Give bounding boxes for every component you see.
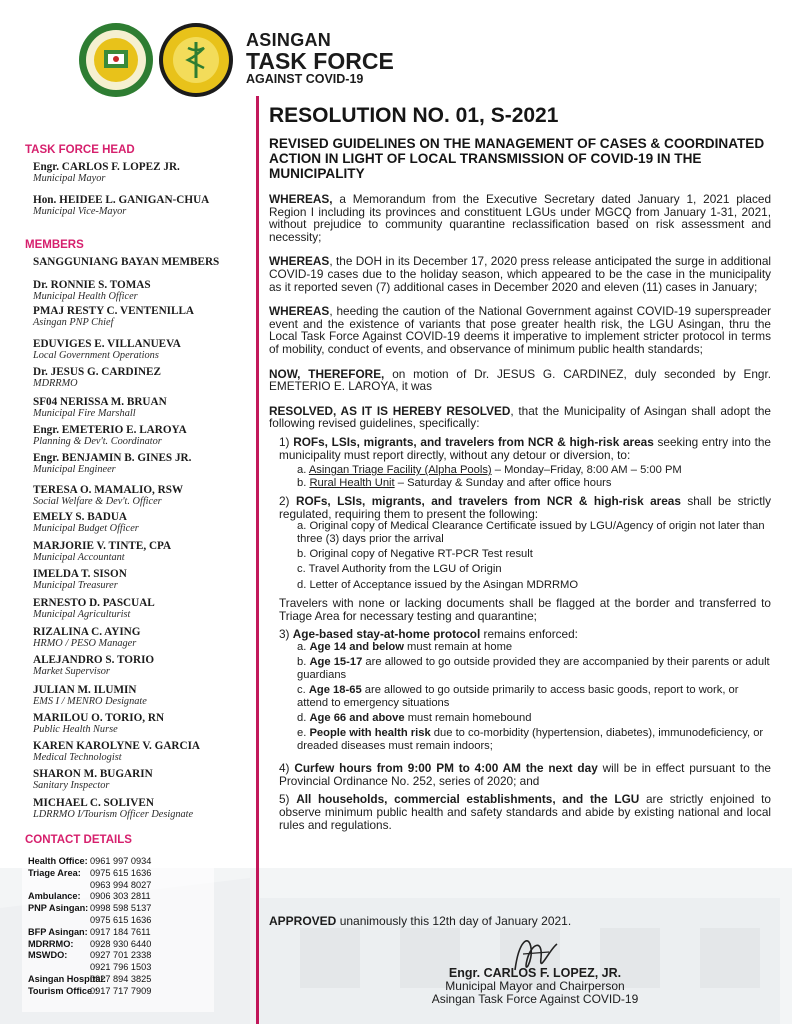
guideline-2-note: Travelers with none or lacking documents shall be flagged at the border and transferred to Triage Area for necessary testing and quarantine; xyxy=(279,596,771,623)
head-role: Municipal Vice-Mayor xyxy=(33,206,127,217)
approved-lead: APPROVED xyxy=(269,914,337,928)
sub-prefix: c. xyxy=(297,684,306,697)
approved-text: unanimously this 12th day of January 2021. xyxy=(336,914,572,928)
member-entry xyxy=(33,279,151,302)
member-role: Public Health Nurse xyxy=(33,724,118,735)
signatory-name: Engr. CARLOS F. LOPEZ, JR. xyxy=(448,966,622,980)
member-name: RIZALINA C. AYING xyxy=(33,626,141,638)
member-entry xyxy=(33,684,147,707)
member-entry xyxy=(33,740,200,763)
phone-number[interactable]: 0917 717 7909 xyxy=(90,985,152,996)
member-role: Local Government Operations xyxy=(33,350,159,361)
contact-label: Health Office: xyxy=(28,856,88,866)
head-entry xyxy=(33,161,180,184)
guideline-item-2 xyxy=(269,495,771,520)
now-therefore-paragraph xyxy=(269,368,771,393)
member-name: PMAJ RESTY C. VENTENILLA xyxy=(33,305,194,317)
sub-text: due to co-morbidity (hypertension, diabetes), immunodeficiency, or dreaded diseases must remain indoors; xyxy=(297,727,764,752)
member-name: Engr. BENJAMIN B. GINES JR. xyxy=(33,452,192,464)
whereas-paragraph-2 xyxy=(269,255,771,293)
contact-row xyxy=(28,950,238,974)
contact-numbers xyxy=(88,927,151,939)
member-role: MDRRMO xyxy=(33,378,78,389)
member-role: Planning & Dev't. Coordinator xyxy=(33,436,162,447)
guideline-1-sub-b xyxy=(269,477,771,489)
contact-details-heading: CONTACT DETAILS xyxy=(25,834,132,846)
whereas-text: , the DOH in its December 17, 2020 press release anticipated the surge in additional COVID-19 cases due to the holiday season, which appeared to be the case in the municipality as it reported seven (7) additional cases in December 2020 and eleven (11) cases in January; xyxy=(269,254,771,294)
sub-prefix: e. xyxy=(297,727,307,740)
item-number: 1) xyxy=(279,434,290,449)
guideline-2-sub: d. Letter of Acceptance issued by the Asingan MDRRMO xyxy=(297,578,579,591)
whereas-text: , heeding the caution of the National Government against COVID-19 superspreader event and the existence of variants that pose greater health risk, the LGU Asingan, thru the Local Task Force Against COVID-19 deems it imperative to implement stricter protocol in terms of mobility, conduct of events, and observance of minimum public health standards; xyxy=(269,304,771,356)
member-entry xyxy=(33,484,183,507)
item-bold: ROFs, LSIs, migrants, and travelers from NCR & high-risk areas xyxy=(295,493,681,508)
contact-label: MSWDO: xyxy=(28,950,68,961)
contact-numbers xyxy=(88,974,151,986)
contact-label: Triage Area: xyxy=(28,867,81,878)
vertical-divider xyxy=(256,96,259,1024)
item-bold: Curfew hours from 9:00 PM to 4:00 AM the next day xyxy=(294,761,598,776)
member-entry xyxy=(33,511,139,534)
task-force-title-line3: AGAINST COVID-19 xyxy=(246,72,364,86)
whereas-lead: WHEREAS xyxy=(269,304,330,319)
item-text: remains enforced: xyxy=(480,627,578,642)
contact-row xyxy=(28,986,238,998)
member-role: Municipal Agriculturist xyxy=(33,609,131,620)
phone-number[interactable]: 0998 598 5137 xyxy=(90,903,152,914)
approval-line xyxy=(269,914,571,928)
member-name: EDUVIGES E. VILLANUEVA xyxy=(33,338,181,350)
rural-health-unit-link: Rural Health Unit xyxy=(309,476,395,489)
now-therefore-text: on motion of Dr. JESUS G. CARDINEZ, duly seconded by Engr. EMETERIO E. LAROYA, it was xyxy=(269,366,772,394)
sub-prefix: a. xyxy=(297,640,307,653)
member-name: IMELDA T. SISON xyxy=(33,568,127,580)
phone-number[interactable]: 0921 796 1503 xyxy=(90,962,152,973)
phone-number[interactable]: 0906 303 2811 xyxy=(90,891,151,902)
sub-prefix: b. xyxy=(297,476,307,489)
member-role: Asingan PNP Chief xyxy=(33,317,114,328)
member-name: Dr. RONNIE S. TOMAS xyxy=(33,279,151,291)
sub-prefix: d. xyxy=(297,711,307,724)
item-bold: ROFs, LSIs, migrants, and travelers from NCR & high-risk areas xyxy=(293,434,654,449)
sub-text: are allowed to go outside primarily to access basic goods, report to work, or attend to emergency situations xyxy=(297,684,739,709)
signatory-organization: Asingan Task Force Against COVID-19 xyxy=(431,992,639,1006)
guideline-item-4 xyxy=(269,762,771,787)
guideline-item-1 xyxy=(269,436,771,461)
member-name: SHARON M. BUGARIN xyxy=(33,768,153,780)
member-name: ALEJANDRO S. TORIO xyxy=(33,654,155,666)
resolution-subject: REVISED GUIDELINES ON THE MANAGEMENT OF CASES & COORDINATED ACTION IN LIGHT OF LOCAL TRANSMISSION OF COVID-19 IN THE MUNICIPALITY xyxy=(269,136,765,181)
member-entry xyxy=(33,712,164,735)
task-force-head-heading: TASK FORCE HEAD xyxy=(25,144,135,156)
members-heading: MEMBERS xyxy=(25,239,84,251)
member-entry xyxy=(33,597,155,620)
contact-row xyxy=(28,868,238,892)
phone-number[interactable]: 0963 994 8027 xyxy=(90,879,152,890)
sub-bold: Age 18-65 xyxy=(308,684,362,697)
member-entry xyxy=(33,452,191,475)
member-role: Municipal Engineer xyxy=(33,464,116,475)
signatory-role: Municipal Mayor and Chairperson xyxy=(445,979,625,993)
item-text: will be in effect pursuant to the Provincial Ordinance No. 252, series of 2020; and xyxy=(279,761,771,788)
item-text: seeking entry into the municipality must report directly, without any detour or diversion, to: xyxy=(279,434,771,462)
signatory-block xyxy=(385,966,685,1006)
sub-text: must remain homebound xyxy=(404,711,532,724)
member-name: TERESA O. MAMALIO, RSW xyxy=(33,484,184,496)
task-force-title-line1: ASINGAN xyxy=(246,30,332,50)
contact-row xyxy=(28,903,238,927)
triage-facility-link: Asingan Triage Facility (Alpha Pools) xyxy=(308,464,492,477)
member-name: EMELY S. BADUA xyxy=(33,511,127,523)
member-role: Municipal Fire Marshall xyxy=(33,408,136,419)
item-text: shall be strictly regulated, requiring them to present the following: xyxy=(279,493,772,521)
contact-label: MDRRMO: xyxy=(28,938,74,949)
contact-row xyxy=(28,974,238,986)
contact-label: PNP Asingan: xyxy=(28,903,89,914)
item-number: 2) xyxy=(279,493,290,508)
resolution-body xyxy=(269,103,771,831)
member-entry xyxy=(33,396,167,419)
item-number: 4) xyxy=(279,761,290,776)
guideline-1-sub-a xyxy=(269,464,771,476)
member-entry xyxy=(33,540,171,563)
contact-numbers xyxy=(88,891,151,903)
resolved-paragraph xyxy=(269,405,771,430)
resolution-title: RESOLUTION NO. 01, S-2021 xyxy=(269,104,559,127)
contact-numbers xyxy=(88,856,151,868)
whereas-paragraph-1 xyxy=(269,193,771,243)
guideline-3-sub-d xyxy=(269,712,771,724)
contact-label: Tourism Office : xyxy=(28,985,98,996)
contact-row xyxy=(28,856,238,868)
guideline-item-3 xyxy=(269,628,771,641)
whereas-text: a Memorandum from the Executive Secretary dated January 1, 2021 placed Region I including its provinces and constituent LGUs under MGCQ from January 1-31, 2021, without prejudice to community quarantine reclassification based on risk assessment and necessity; xyxy=(269,192,771,244)
phone-number[interactable]: 0927 894 3825 xyxy=(90,973,152,984)
phone-number[interactable]: 0961 997 0934 xyxy=(90,856,152,866)
contact-label: BFP Asingan: xyxy=(28,926,88,937)
guideline-3-sub-e xyxy=(269,727,771,752)
member-name: SF04 NERISSA M. BRUAN xyxy=(33,396,167,408)
member-entry xyxy=(33,568,127,591)
member-name: MARJORIE V. TINTE, CPA xyxy=(33,540,172,552)
member-role: Sanitary Inspector xyxy=(33,780,110,791)
guideline-2-sub: b. Original copy of Negative RT-PCR Test result xyxy=(297,547,533,560)
member-role: HRMO / PESO Manager xyxy=(33,638,137,649)
sub-text: – Monday–Friday, 8:00 AM – 5:00 PM xyxy=(491,464,682,477)
member-entry xyxy=(33,768,153,791)
member-name: Dr. JESUS G. CARDINEZ xyxy=(33,366,161,378)
member-name: JULIAN M. ILUMIN xyxy=(33,684,137,696)
phone-number[interactable]: 0975 615 1636 xyxy=(90,867,152,878)
member-role: Municipal Health Officer xyxy=(33,291,138,302)
contact-row xyxy=(28,891,238,903)
member-name: Engr. EMETERIO E. LAROYA xyxy=(33,424,187,436)
phone-number[interactable]: 0917 184 7611 xyxy=(90,926,151,937)
sub-text: are allowed to go outside provided they are accompanied by their parents or adult guardians xyxy=(297,656,770,681)
guideline-3-sub-a xyxy=(269,641,771,653)
item-number: 3) xyxy=(279,627,290,642)
guideline-3-sub-b xyxy=(269,656,771,681)
member-entry xyxy=(33,366,161,389)
contact-row xyxy=(28,927,238,939)
member-role: Municipal Treasurer xyxy=(33,580,118,591)
member-entry xyxy=(33,305,194,328)
sidebar xyxy=(0,0,250,1024)
task-force-title-line2: TASK FORCE xyxy=(246,48,394,74)
sub-bold: Age 15-17 xyxy=(309,656,363,669)
member-role: LDRRMO I/Tourism Officer Designate xyxy=(33,809,194,820)
contact-numbers xyxy=(88,939,151,951)
member-role: EMS I / MENRO Designate xyxy=(33,696,147,707)
member-role: Municipal Budget Officer xyxy=(33,523,139,534)
sub-bold: Age 14 and below xyxy=(309,640,404,653)
guideline-2-sub: a. Original copy of Medical Clearance Certificate issued by LGU/Agency of origin not later than three (3) days prior the arrival xyxy=(297,520,765,545)
contact-numbers xyxy=(88,986,151,998)
guideline-2-sub: c. Travel Authority from the LGU of Origin xyxy=(297,563,502,576)
whereas-paragraph-3 xyxy=(269,305,771,355)
now-therefore-lead: NOW, THEREFORE, xyxy=(269,366,385,381)
sub-bold: People with health risk xyxy=(309,727,431,740)
member-name: ERNESTO D. PASCUAL xyxy=(33,597,155,609)
contact-row xyxy=(28,939,238,951)
item-text: are strictly enjoined to observe minimum public health and safety standards and abide by existing national and local rules and regulations. xyxy=(279,792,771,832)
contact-label: Asingan Hospital: xyxy=(28,973,107,984)
whereas-lead: WHEREAS xyxy=(269,254,330,269)
sub-bold: Age 66 and above xyxy=(309,711,405,724)
member-role: Medical Technologist xyxy=(33,752,122,763)
member-entry xyxy=(33,654,154,677)
head-entry xyxy=(33,194,209,217)
contact-list xyxy=(28,856,238,998)
contact-numbers xyxy=(88,903,151,927)
whereas-lead: WHEREAS, xyxy=(269,192,333,206)
item-bold: All households, commercial establishments, and the LGU xyxy=(296,792,640,807)
sub-text: – Saturday & Sunday and after office hours xyxy=(394,476,612,489)
head-name: Engr. CARLOS F. LOPEZ JR. xyxy=(33,161,180,173)
contact-numbers xyxy=(88,950,151,974)
resolved-lead: RESOLVED, AS IT IS HEREBY RESOLVED xyxy=(269,403,511,418)
item-bold: Age-based stay-at-home protocol xyxy=(292,627,481,642)
contact-label: Ambulance: xyxy=(28,891,81,902)
member-entry xyxy=(33,338,181,361)
member-entry xyxy=(33,797,193,820)
phone-number[interactable]: 0975 615 1636 xyxy=(90,914,152,925)
member-entry xyxy=(33,626,140,649)
guideline-3-sub-c xyxy=(269,684,771,709)
guideline-item-5 xyxy=(269,793,771,831)
member-entry xyxy=(33,424,187,447)
contact-numbers xyxy=(88,868,151,892)
member-role: Municipal Accountant xyxy=(33,552,125,563)
member-role: Market Supervisor xyxy=(33,666,110,677)
sb-members-heading: SANGGUNIANG BAYAN MEMBERS xyxy=(33,256,220,268)
member-name: MICHAEL C. SOLIVEN xyxy=(33,797,154,809)
phone-number[interactable]: 0927 701 2338 xyxy=(90,950,152,961)
head-role: Municipal Mayor xyxy=(33,173,106,184)
head-name: Hon. HEIDEE L. GANIGAN-CHUA xyxy=(33,194,210,206)
sub-prefix: b. xyxy=(297,656,307,669)
sub-prefix: a. xyxy=(297,464,307,477)
member-role: Social Welfare & Dev't. Officer xyxy=(33,496,162,507)
member-name: KAREN KAROLYNE V. GARCIA xyxy=(33,740,201,752)
task-force-title xyxy=(246,30,394,87)
resolved-text: , that the Municipality of Asingan shall adopt the following revised guidelines, specifically: xyxy=(269,403,771,431)
item-number: 5) xyxy=(279,792,290,807)
phone-number[interactable]: 0928 930 6440 xyxy=(90,938,152,949)
sub-text: must remain at home xyxy=(403,640,513,653)
member-name: MARILOU O. TORIO, RN xyxy=(33,712,165,724)
